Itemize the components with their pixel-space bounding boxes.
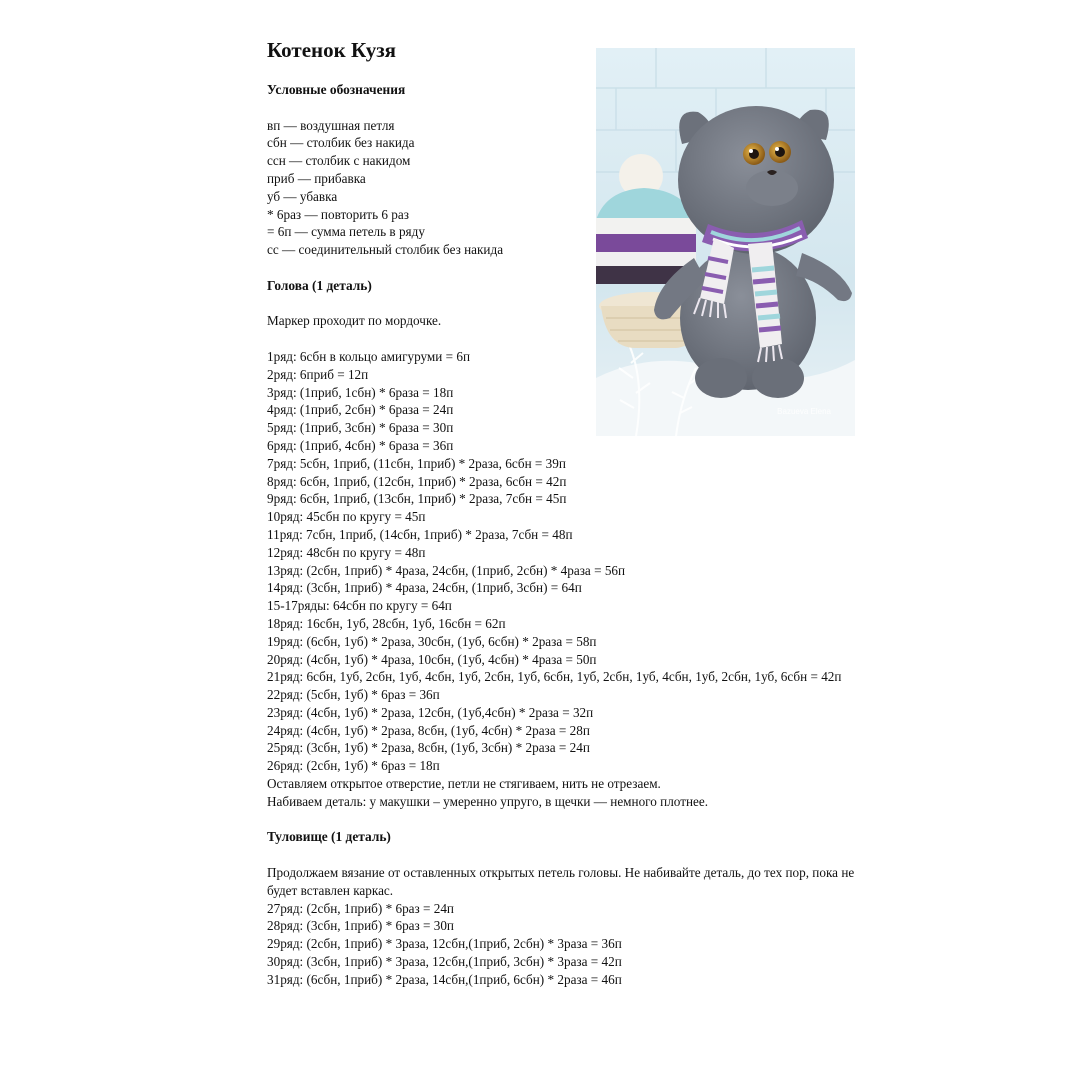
body-rows — [267, 900, 877, 989]
head-intro: Маркер проходит по мордочке. — [267, 313, 442, 329]
pattern-row: 24ряд: (4сбн, 1уб) * 2раза, 8сбн, (1уб, 4сбн) * 2раза = 28п — [267, 722, 590, 738]
pattern-row: 13ряд: (2сбн, 1приб) * 4раза, 24сбн, (1приб, 2сбн) * 4раза = 56п — [267, 562, 626, 578]
pattern-row: 25ряд: (3сбн, 1уб) * 2раза, 8сбн, (1уб, 3сбн) * 2раза = 24п — [267, 740, 590, 756]
pattern-text — [267, 81, 877, 989]
legend-list — [267, 117, 877, 259]
head-outro: Оставляем открытое отверстие, петли не стягиваем, нить не отрезаем. — [267, 776, 661, 792]
body-intro: Продолжаем вязание от оставленных открытых петель головы. Не набивайте деталь, до тех пор, пока не будет вставлен каркас. — [267, 865, 855, 898]
legend-item: уб — убавка — [267, 188, 338, 204]
pattern-row: 12ряд: 48сбн по кругу = 48п — [267, 544, 426, 560]
pattern-row: 5ряд: (1приб, 3сбн) * 6раза = 30п — [267, 420, 454, 436]
pattern-row: 1ряд: 6сбн в кольцо амигуруми = 6п — [267, 348, 471, 364]
legend-item: сбн — столбик без накида — [267, 135, 415, 151]
legend-item: * 6раз — повторить 6 раз — [267, 206, 409, 222]
pattern-row: 10ряд: 45сбн по кругу = 45п — [267, 509, 426, 525]
head-heading: Голова (1 деталь) — [267, 277, 372, 293]
pattern-row: 7ряд: 5сбн, 1приб, (11сбн, 1приб) * 2раза, 6сбн = 39п — [267, 455, 566, 471]
pattern-row: 11ряд: 7сбн, 1приб, (14сбн, 1приб) * 2раза, 7сбн = 48п — [267, 526, 573, 542]
legend-item: приб — прибавка — [267, 170, 366, 186]
pattern-row: 23ряд: (4сбн, 1уб) * 2раза, 12сбн, (1уб,4сбн) * 2раза = 32п — [267, 704, 594, 720]
pattern-row: 20ряд: (4сбн, 1уб) * 4раза, 10сбн, (1уб, 4сбн) * 4раза = 50п — [267, 651, 597, 667]
pattern-row: 26ряд: (2сбн, 1уб) * 6раз = 18п — [267, 758, 440, 774]
head-rows — [267, 348, 877, 775]
pattern-row: 2ряд: 6приб = 12п — [267, 366, 369, 382]
legend-item: = 6п — сумма петель в ряду — [267, 224, 425, 240]
pattern-row: 3ряд: (1приб, 1сбн) * 6раза = 18п — [267, 384, 454, 400]
pattern-row: 8ряд: 6сбн, 1приб, (12сбн, 1приб) * 2раза, 6сбн = 42п — [267, 473, 567, 489]
pattern-row: 31ряд: (6сбн, 1приб) * 2раза, 14сбн,(1приб, 6сбн) * 2раза = 46п — [267, 971, 622, 987]
pattern-row: 6ряд: (1приб, 4сбн) * 6раза = 36п — [267, 437, 454, 453]
pattern-row: 14ряд: (3сбн, 1приб) * 4раза, 24сбн, (1приб, 3сбн) = 64п — [267, 580, 582, 596]
pattern-row: 19ряд: (6сбн, 1уб) * 2раза, 30сбн, (1уб, 6сбн) * 2раза = 58п — [267, 633, 597, 649]
legend-heading: Условные обозначения — [267, 82, 406, 97]
legend-item: вп — воздушная петля — [267, 117, 395, 133]
body-heading: Туловище (1 деталь) — [267, 829, 391, 845]
legend-item: ссн — столбик с накидом — [267, 153, 411, 169]
legend-item: сс — соединительный столбик без накида — [267, 242, 504, 258]
pattern-row: 30ряд: (3сбн, 1приб) * 3раза, 12сбн,(1приб, 3сбн) * 3раза = 42п — [267, 954, 622, 970]
pattern-row: 29ряд: (2сбн, 1приб) * 3раза, 12сбн,(1приб, 2сбн) * 3раза = 36п — [267, 936, 622, 952]
pattern-row: 28ряд: (3сбн, 1приб) * 6раз = 30п — [267, 918, 454, 934]
pattern-row: 22ряд: (5сбн, 1уб) * 6раз = 36п — [267, 687, 440, 703]
pattern-row: 4ряд: (1приб, 2сбн) * 6раза = 24п — [267, 402, 454, 418]
pattern-row: 18ряд: 16сбн, 1уб, 28сбн, 1уб, 16сбн = 62п — [267, 615, 506, 631]
pattern-row: 15-17ряды: 64сбн по кругу = 64п — [267, 598, 452, 614]
photo-signature: Bazueva Elena — [777, 407, 831, 416]
head-outro: Набиваем деталь: у макушки – умеренно упруго, в щечки — немного плотнее. — [267, 793, 709, 809]
pattern-row: 9ряд: 6сбн, 1приб, (13сбн, 1приб) * 2раза, 7сбн = 45п — [267, 491, 567, 507]
pattern-row: 21ряд: 6сбн, 1уб, 2сбн, 1уб, 4сбн, 1уб, 2сбн, 1уб, 6сбн, 1уб, 2сбн, 1уб, 4сбн, 1уб, 2сбн, 1уб, 6сбн = 42п — [267, 669, 842, 685]
page-title: Котенок Кузя — [267, 38, 396, 62]
pattern-row: 27ряд: (2сбн, 1приб) * 6раз = 24п — [267, 900, 454, 916]
